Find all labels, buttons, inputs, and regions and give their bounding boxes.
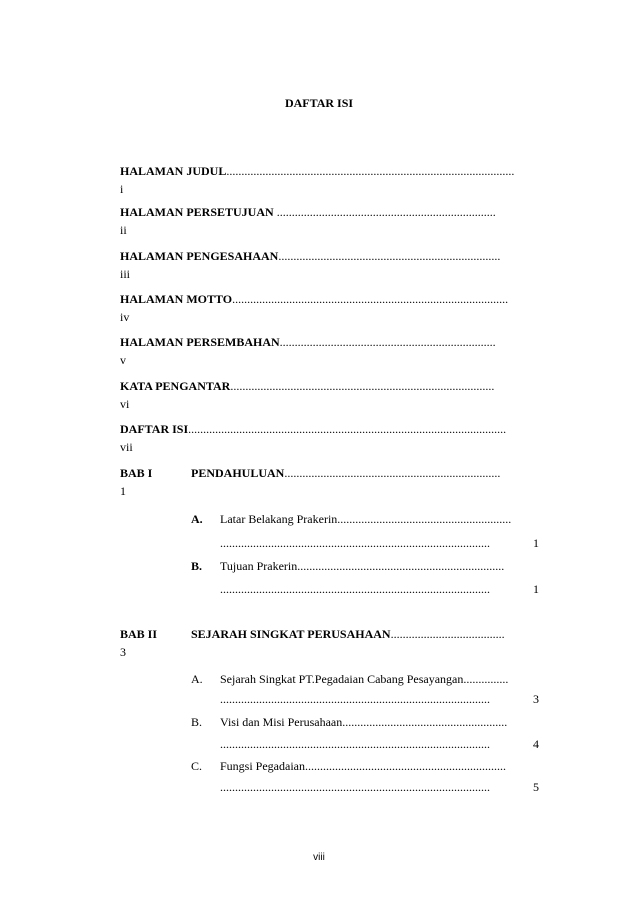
subsection-continuation-dots: .......................................................................................... [220, 737, 490, 751]
chapter-title-pendahuluan: PENDAHULUAN........................................................................ [191, 466, 501, 480]
toc-page-number: 3 [533, 692, 539, 706]
toc-page-number: 1 [120, 484, 126, 498]
subsection-continuation-dots: .......................................................................................... [220, 780, 490, 794]
subsection-continuation-dots: .......................................................................................... [220, 582, 490, 596]
toc-page-number: vii [120, 440, 133, 454]
toc-page-number: v [120, 353, 126, 367]
chapter-number: BAB II [120, 627, 158, 641]
toc-entry-kata-pengantar: KATA PENGANTAR........................................................................................ [120, 379, 495, 393]
toc-entry-daftar-isi: DAFTAR ISI.......................................................................................................... [120, 422, 507, 436]
toc-page-number: ii [120, 223, 127, 237]
subsection-visi-misi: Visi dan Misi Perusahaan....................................................... [220, 715, 508, 729]
toc-page-number: 3 [120, 645, 126, 659]
subsection-fungsi-pegadaian: Fungsi Pegadaian................................................................... [220, 759, 506, 773]
toc-entry-halaman-pengesahaan: HALAMAN PENGESAHAAN.......................................................................... [120, 249, 501, 263]
toc-page-number: iv [120, 310, 130, 324]
subsection-sejarah-singkat: Sejarah Singkat PT.Pegadaian Cabang Pesayangan............... [220, 672, 509, 686]
toc-page-number: 5 [533, 780, 539, 794]
toc-entry-halaman-motto: HALAMAN MOTTO............................................................................................ [120, 292, 509, 306]
subsection-letter: A. [191, 512, 203, 526]
toc-page-number: 1 [533, 582, 539, 596]
subsection-letter: C. [191, 759, 203, 773]
subsection-tujuan-prakerin: Tujuan Prakerin..................................................................... [220, 559, 505, 573]
subsection-latar-belakang: Latar Belakang Prakerin.......................................................... [220, 512, 512, 526]
toc-page-number: iii [120, 267, 131, 281]
page-title: DAFTAR ISI [284, 96, 354, 110]
toc-entry-halaman-persembahan: HALAMAN PERSEMBAHAN........................................................................ [120, 335, 496, 349]
toc-page-number: i [120, 182, 124, 196]
toc-page-number: vi [120, 397, 130, 411]
toc-entry-halaman-judul: HALAMAN JUDUL................................................................................................ [120, 164, 515, 178]
subsection-letter: A. [191, 672, 203, 686]
subsection-continuation-dots: .......................................................................................... [220, 692, 490, 706]
toc-page-number: 4 [533, 737, 539, 751]
subsection-continuation-dots: .......................................................................................... [220, 536, 490, 550]
subsection-letter: B. [191, 559, 203, 573]
toc-page-number: 1 [533, 536, 539, 550]
toc-entry-halaman-persetujuan: HALAMAN PERSETUJUAN ......................................................................... [120, 205, 496, 219]
page-footer-number: viii [313, 852, 325, 863]
subsection-letter: B. [191, 715, 203, 729]
chapter-number: BAB I [120, 466, 153, 480]
chapter-title-sejarah: SEJARAH SINGKAT PERUSAHAAN...................................... [191, 627, 505, 641]
